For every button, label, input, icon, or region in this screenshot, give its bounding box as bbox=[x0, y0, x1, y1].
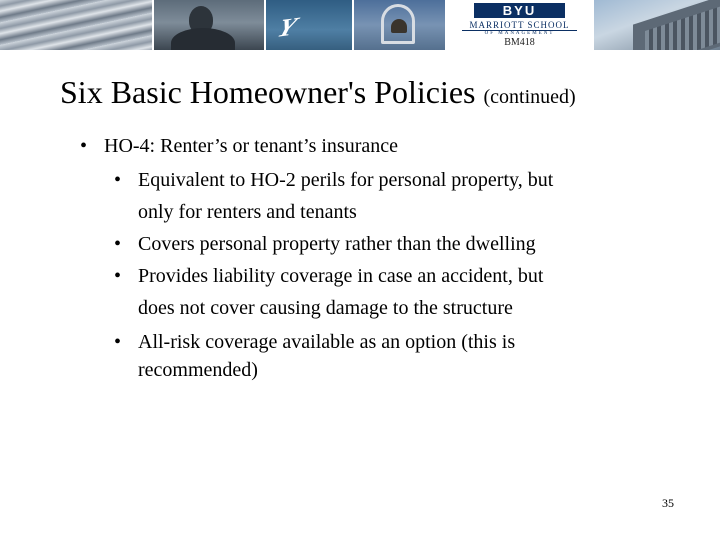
sub-bullet-text: Equivalent to HO-2 perils for personal property, but bbox=[138, 169, 554, 191]
sub-bullet-marker: • bbox=[114, 265, 122, 287]
course-code: BM418 bbox=[504, 37, 535, 48]
byu-logo-text: BYU bbox=[474, 3, 565, 18]
sub-bullet-text: Provides liability coverage in case an accident, but bbox=[138, 265, 544, 287]
school-name: MARRIOTT SCHOOL bbox=[469, 20, 570, 30]
statue-torso-shape bbox=[171, 28, 235, 50]
tile-divider bbox=[264, 0, 266, 50]
slide-title bbox=[60, 72, 680, 117]
header-banner bbox=[0, 0, 720, 50]
school-subtitle: OF MANAGEMENT bbox=[484, 31, 555, 36]
tile-divider bbox=[592, 0, 594, 50]
sub-bullet-marker: • bbox=[114, 331, 122, 353]
banner-photo-architecture bbox=[0, 0, 153, 50]
bullet-marker: • bbox=[80, 135, 88, 157]
sub-bullet-text: All-risk coverage available as an option (this is bbox=[138, 331, 516, 353]
sub-bullet-text-continued: recommended) bbox=[138, 359, 258, 381]
page-number: 35 bbox=[662, 496, 674, 510]
banner-photo-bell-tower bbox=[353, 0, 446, 50]
banner-photo-building bbox=[593, 0, 720, 50]
sub-bullet-text: Covers personal property rather than the dwelling bbox=[138, 233, 536, 255]
bullet-item bbox=[80, 133, 680, 159]
sub-bullet-marker: • bbox=[114, 169, 122, 191]
banner-photo-statue bbox=[153, 0, 265, 50]
sub-bullet-text-continued: does not cover causing damage to the structure bbox=[138, 297, 513, 319]
sub-bullet-text-continued: only for renters and tenants bbox=[138, 201, 357, 223]
sub-bullet-marker: • bbox=[114, 233, 122, 255]
slide-title-suffix: (continued) bbox=[483, 86, 576, 108]
y-mark-icon: Y bbox=[274, 12, 298, 43]
bullet-text: HO-4: Renter’s or tenant’s insurance bbox=[104, 135, 398, 157]
byu-marriott-logo bbox=[446, 0, 593, 50]
tile-divider bbox=[352, 0, 354, 50]
tile-divider bbox=[152, 0, 154, 50]
tile-divider bbox=[445, 0, 447, 50]
slide-title-main: Six Basic Homeowner's Policies bbox=[60, 74, 476, 110]
banner-photo-y-mountain bbox=[265, 0, 353, 50]
bell-icon bbox=[391, 19, 407, 33]
